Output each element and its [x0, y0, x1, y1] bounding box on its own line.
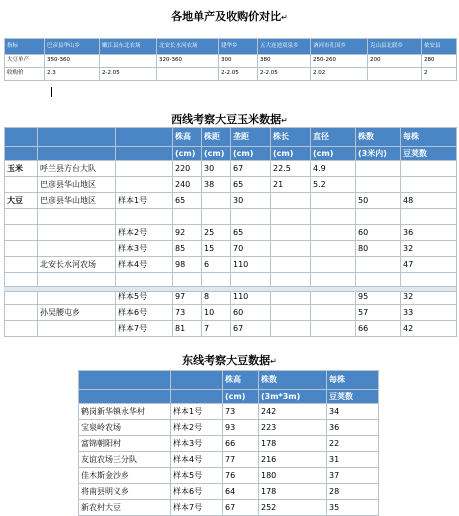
table-cell: 320-360 [157, 55, 219, 68]
table-cell [38, 209, 116, 225]
table-cell: 样本5号 [116, 289, 173, 305]
table-cell [401, 161, 457, 177]
header-cell: (cm) [223, 390, 259, 404]
table-cell [5, 305, 38, 321]
table-cell [311, 209, 356, 225]
table-cell: 97 [173, 289, 202, 305]
table-cell: 呼兰县方台大队 [38, 161, 116, 177]
table-cell: 242 [259, 404, 327, 420]
table-cell: 76 [223, 468, 259, 484]
table-cell: 7 [202, 321, 231, 337]
header-row [79, 390, 379, 404]
table-cell: 友谊农场三分队 [79, 452, 171, 468]
table-cell: 60 [231, 305, 271, 321]
table-row [5, 241, 457, 257]
table-cell: 收购价 [5, 68, 45, 81]
table-cell: 67 [223, 500, 259, 516]
table-row [79, 484, 379, 500]
table-cell: 178 [259, 436, 327, 452]
header-cell: (cm) [202, 147, 231, 161]
table-cell: 50 [356, 193, 401, 209]
table-cell: 73 [173, 305, 202, 321]
table-cell: 252 [259, 500, 327, 516]
header-cell: 讷河市孔国乡 [311, 39, 368, 55]
west-title-text: 西线考察大豆玉米数据 [171, 113, 282, 126]
table-cell: 2-2.05 [100, 68, 157, 81]
table-cell: 37 [327, 468, 379, 484]
table-cell [271, 209, 311, 225]
table-cell: 35 [327, 500, 379, 516]
east-title-text: 东线考察大豆数据 [182, 354, 271, 367]
table-cell [5, 257, 38, 273]
table-cell: 60 [356, 225, 401, 241]
table-cell: 样本2号 [171, 420, 223, 436]
table-cell [368, 68, 422, 81]
table-cell: 富锦朝阳村 [79, 436, 171, 452]
table-cell: 57 [356, 305, 401, 321]
table-cell: 32 [401, 289, 457, 305]
table-cell [231, 209, 271, 225]
table-cell: 98 [173, 257, 202, 273]
table-cell: 216 [259, 452, 327, 468]
table-cell: 宝泉岭农场 [79, 420, 171, 436]
table-row [5, 321, 457, 337]
table-cell: 10 [202, 305, 231, 321]
table-cell: 鹤岗新华镇永华村 [79, 404, 171, 420]
table-cell: 21 [271, 177, 311, 193]
table-cell: 30 [231, 193, 271, 209]
header-cell: 直径 [311, 128, 356, 147]
table-cell: 6 [202, 257, 231, 273]
header-row [79, 371, 379, 390]
table-cell: 250-260 [311, 55, 368, 68]
table-cell: 73 [223, 404, 259, 420]
header-cell: (3m*3m) [259, 390, 327, 404]
header-cell [5, 128, 38, 147]
table-cell: 350-360 [45, 55, 100, 68]
header-row [5, 147, 457, 161]
table-cell: 32 [401, 241, 457, 257]
table-cell: 样本6号 [171, 484, 223, 500]
table-cell: 新农村大豆 [79, 500, 171, 516]
table-row [5, 161, 457, 177]
table-cell [311, 193, 356, 209]
table-cell: 77 [223, 452, 259, 468]
header-cell: 巴彦县华山乡 [45, 39, 100, 55]
table-cell [311, 257, 356, 273]
table-cell [5, 177, 38, 193]
table-cell [401, 209, 457, 225]
header-cell: (3米内) [356, 147, 401, 161]
table-cell: 孙吴腰屯乡 [38, 305, 116, 321]
header-cell: 每株 [327, 371, 379, 390]
table-cell: 将南县明义乡 [79, 484, 171, 500]
table-cell: 22.5 [271, 161, 311, 177]
header-cell: 五大连池双泉乡 [258, 39, 311, 55]
table-cell: 样本7号 [171, 500, 223, 516]
table-cell [311, 241, 356, 257]
table-cell: 样本5号 [171, 468, 223, 484]
header-cell: (cm) [231, 147, 271, 161]
table-cell: 样本7号 [116, 321, 173, 337]
table-cell: 81 [173, 321, 202, 337]
table-row [5, 177, 457, 193]
table-row [5, 68, 457, 81]
table-cell: 110 [231, 257, 271, 273]
table-cell: 36 [327, 420, 379, 436]
table-cell: 180 [259, 468, 327, 484]
table-cell: 65 [231, 177, 271, 193]
table-cell [5, 321, 38, 337]
header-cell [171, 371, 223, 390]
table-row [79, 468, 379, 484]
header-cell: 克山县北联乡 [368, 39, 422, 55]
table-cell: 样本1号 [171, 404, 223, 420]
table-cell: 巴彦县华山地区 [38, 193, 116, 209]
table-cell [271, 305, 311, 321]
table-cell [356, 177, 401, 193]
west-table [4, 127, 457, 337]
header-cell [79, 371, 171, 390]
table-cell: 65 [173, 193, 202, 209]
table-cell: 玉米 [5, 161, 38, 177]
header-cell: 株距 [202, 128, 231, 147]
table-cell: 85 [173, 241, 202, 257]
table-row [79, 420, 379, 436]
table-cell: 178 [259, 484, 327, 500]
table-cell: 样本2号 [116, 225, 173, 241]
header-cell: 指标 [5, 39, 45, 55]
table-cell: 15 [202, 241, 231, 257]
table-cell: 92 [173, 225, 202, 241]
table-cell: 240 [173, 177, 202, 193]
table-cell [271, 193, 311, 209]
table-cell: 大豆单产 [5, 55, 45, 68]
table-cell [116, 209, 173, 225]
table-row [5, 209, 457, 225]
table-cell [116, 177, 173, 193]
text-cursor [51, 87, 52, 97]
table-cell: 70 [231, 241, 271, 257]
table-cell: 样本1号 [116, 193, 173, 209]
table-cell: 223 [259, 420, 327, 436]
table-row [79, 500, 379, 516]
header-cell [116, 128, 173, 147]
header-cell: 株数 [356, 128, 401, 147]
page-break [4, 286, 456, 292]
table-cell: 220 [173, 161, 202, 177]
table-cell: 33 [401, 305, 457, 321]
table-cell [38, 241, 116, 257]
table-cell: 大豆 [5, 193, 38, 209]
table-cell: 67 [231, 161, 271, 177]
table-cell: 200 [368, 55, 422, 68]
table-cell: 110 [231, 289, 271, 305]
table-cell: 样本6号 [116, 305, 173, 321]
header-cell [5, 147, 38, 161]
table-cell [202, 193, 231, 209]
table-cell [116, 161, 173, 177]
header-cell: (cm) [173, 147, 202, 161]
header-cell: 北安长水河农场 [157, 39, 219, 55]
table-cell [271, 321, 311, 337]
table-row [79, 436, 379, 452]
table-cell: 2.02 [311, 68, 368, 81]
table-cell [271, 257, 311, 273]
table-cell: 北安长水河农场 [38, 257, 116, 273]
table-row [5, 305, 457, 321]
table-cell: 30 [202, 161, 231, 177]
table-row [5, 193, 457, 209]
table-cell [356, 257, 401, 273]
table-cell: 样本3号 [171, 436, 223, 452]
table-cell: 42 [401, 321, 457, 337]
table-cell [271, 241, 311, 257]
table-cell: 5.2 [311, 177, 356, 193]
table-cell [5, 241, 38, 257]
header-cell: 株高 [173, 128, 202, 147]
table-cell: 28 [327, 484, 379, 500]
table-cell: 2-2.05 [219, 68, 258, 81]
table-cell [100, 55, 157, 68]
table-cell: 38 [202, 177, 231, 193]
yield-price-table [4, 38, 457, 81]
table-cell: 佳木斯金沙乡 [79, 468, 171, 484]
header-cell [116, 147, 173, 161]
table-row [5, 225, 457, 241]
top-title-text: 各地单产及收购价对比 [171, 10, 282, 23]
header-cell: 株高 [223, 371, 259, 390]
header-cell: 嫩江县东北农场 [100, 39, 157, 55]
table-cell: 36 [401, 225, 457, 241]
table-cell: 65 [231, 225, 271, 241]
header-cell [171, 390, 223, 404]
west-title: 西线考察大豆玉米数据↵ [171, 113, 288, 126]
table-cell: 300 [219, 55, 258, 68]
table-cell: 93 [223, 420, 259, 436]
table-cell: 48 [401, 193, 457, 209]
table-cell [311, 305, 356, 321]
table-row [79, 452, 379, 468]
table-cell [157, 68, 219, 81]
top-title: 各地单产及收购价对比↵ [171, 10, 288, 23]
header-cell: 豆荚数 [327, 390, 379, 404]
table-cell: 34 [327, 404, 379, 420]
table-cell [311, 225, 356, 241]
header-cell [38, 128, 116, 147]
table-cell: 66 [356, 321, 401, 337]
table-cell [356, 209, 401, 225]
table-cell: 47 [401, 257, 457, 273]
table-cell [356, 161, 401, 177]
header-cell: 株长 [271, 128, 311, 147]
table-cell [38, 321, 116, 337]
table-cell [38, 225, 116, 241]
table-cell: 66 [223, 436, 259, 452]
table-cell [401, 177, 457, 193]
header-row [5, 39, 457, 55]
table-cell: 2 [422, 68, 457, 81]
table-cell: 64 [223, 484, 259, 500]
header-cell: 每株 [401, 128, 457, 147]
table-cell: 2.3 [45, 68, 100, 81]
table-cell: 样本4号 [171, 452, 223, 468]
table-row [5, 55, 457, 68]
table-cell: 8 [202, 289, 231, 305]
table-row [5, 257, 457, 273]
table-cell [5, 209, 38, 225]
table-cell: 25 [202, 225, 231, 241]
table-cell [202, 209, 231, 225]
table-cell [173, 209, 202, 225]
east-table [78, 370, 379, 516]
header-cell: 豆荚数 [401, 147, 457, 161]
table-cell [311, 321, 356, 337]
header-cell [79, 390, 171, 404]
header-cell [38, 147, 116, 161]
table-cell: 22 [327, 436, 379, 452]
header-row [5, 128, 457, 147]
table-cell: 巴彦县华山地区 [38, 177, 116, 193]
header-cell: (cm) [311, 147, 356, 161]
header-cell: (cm) [271, 147, 311, 161]
table-cell: 67 [231, 321, 271, 337]
header-cell: 依安县 [422, 39, 457, 55]
table-cell: 280 [422, 55, 457, 68]
table-cell: 80 [356, 241, 401, 257]
table-cell: 样本3号 [116, 241, 173, 257]
table-cell: 4.9 [311, 161, 356, 177]
table-cell [5, 225, 38, 241]
table-row [79, 404, 379, 420]
table-cell: 样本4号 [116, 257, 173, 273]
table-cell: 2-2.05 [258, 68, 311, 81]
table-cell [271, 225, 311, 241]
table-cell: 380 [258, 55, 311, 68]
table-cell: 31 [327, 452, 379, 468]
header-cell: 建华乡 [219, 39, 258, 55]
header-cell: 株数 [259, 371, 327, 390]
east-title: 东线考察大豆数据↵ [182, 354, 277, 367]
header-cell: 垄距 [231, 128, 271, 147]
table-cell: 95 [356, 289, 401, 305]
